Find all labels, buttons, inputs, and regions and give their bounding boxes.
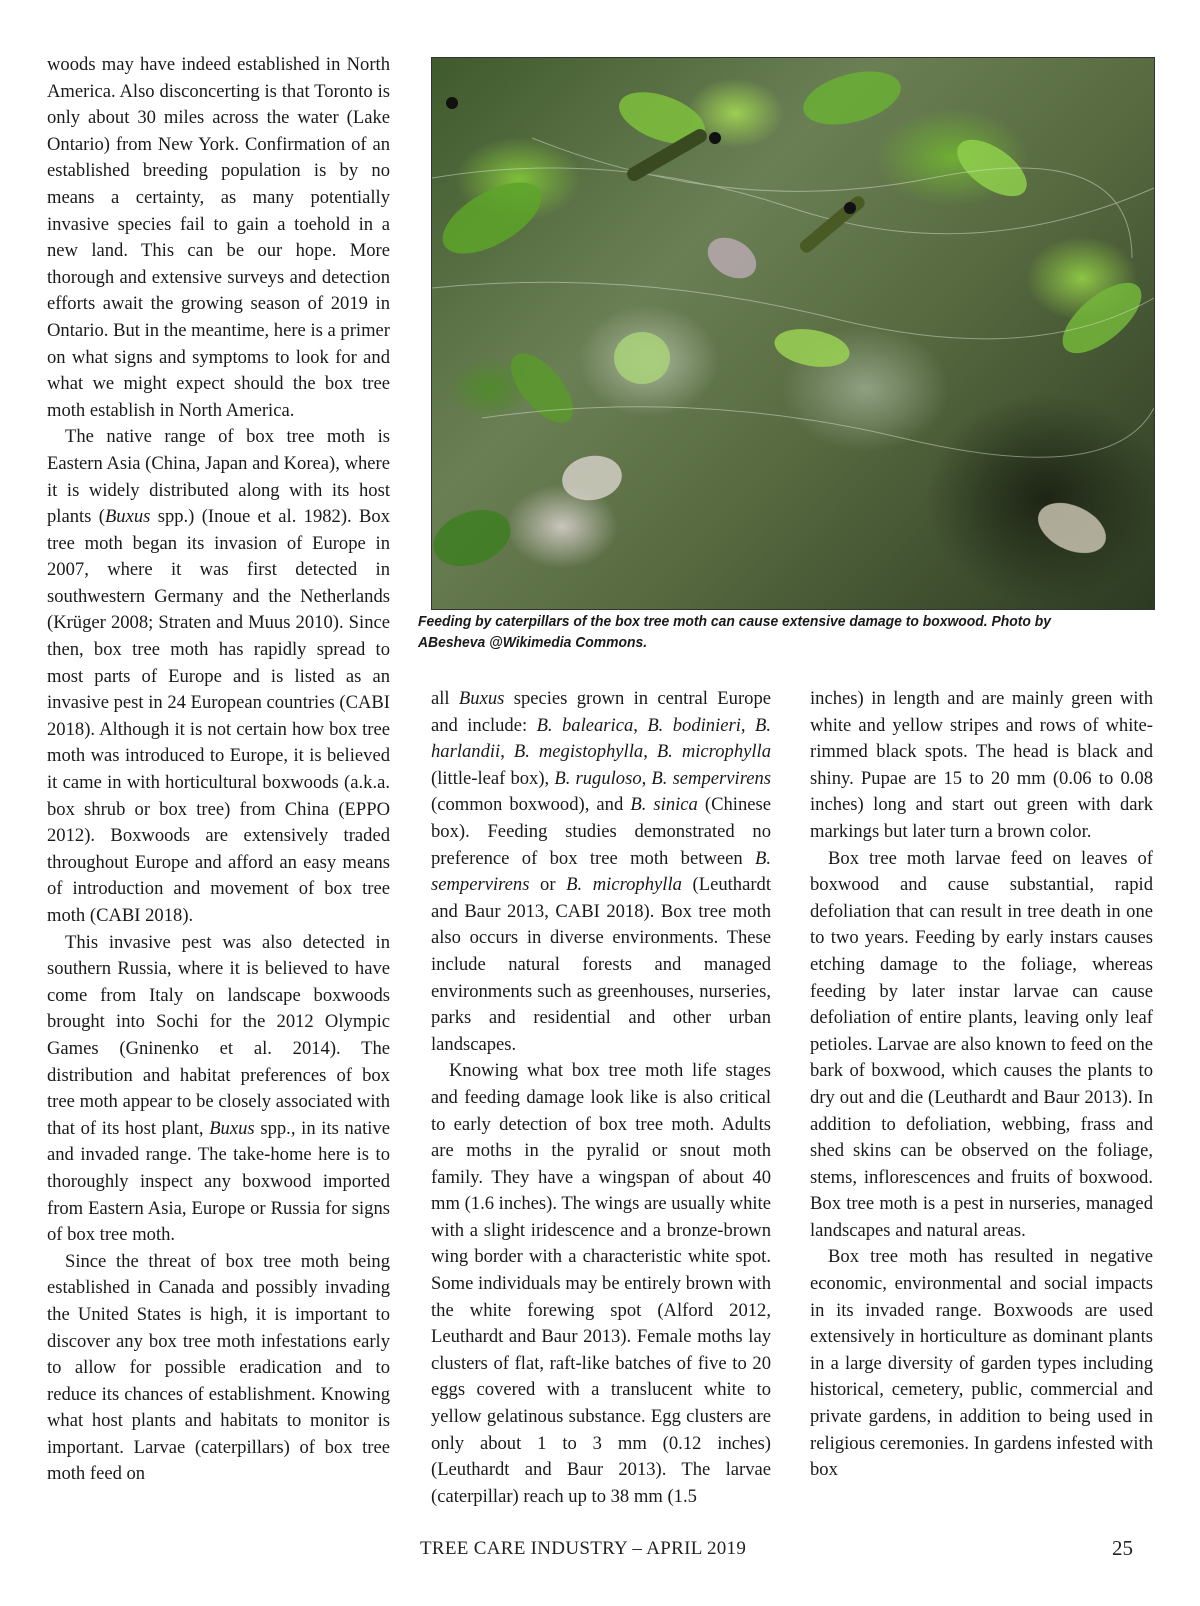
left-column [47, 52, 390, 1488]
left-paragraph-3: This invasive pest was also detected in southern Russia, where it is believed to have come from Italy on landscape boxwoods brought into Sochi for the 2012 Olympic Games (Gninenko et al. 2014). The distribution and habitat preferences of box tree moth appear to be closely associated with that of its host plant, Buxus spp., in its native and invaded range. The take-home here is to thoroughly inspect any boxwood imported from Eastern Asia, Europe or Russia for signs of box tree moth. [47, 931, 390, 1246]
middle-paragraph-1: all Buxus species grown in central Europe and include: B. balearica, B. bodinieri, B. harlandii, B. megistophylla, B. microphylla (little-leaf box), B. ruguloso, B. sempervirens (common boxwood), and B. sinica (Chinese box). Feeding studies demonstrated no preference of box tree moth between B. sempervirens or B. microphylla (Leuthardt and Baur 2013, CABI 2018). Box tree moth also occurs in diverse environments. These include natural forests and managed environments such as greenhouses, nurseries, parks and residential and other urban landscapes. [431, 688, 772, 1055]
photo-caption: Feeding by caterpillars of the box tree moth can cause extensive damage to boxwood. Photo by ABesheva @Wikimedia Commons. [418, 614, 1052, 651]
foliage-illustration [432, 58, 1154, 609]
right-paragraph-2: Box tree moth larvae feed on leaves of boxwood and cause substantial, rapid defoliation that can result in tree death in one to two years. Feeding by early instars causes etching damage to the foliage, whereas feeding by later instar larvae can cause defoliation of entire plants, leaving only leaf petioles. Larvae are also known to feed on the bark of boxwood, which causes the plants to dry out and die (Leuthardt and Baur 2013). In addition to defoliation, webbing, frass and shed skins can be observed on the foliage, stems, inflorescences and fruits of boxwood. Box tree moth is a pest in nurseries, managed landscapes and natural areas. [810, 847, 1153, 1241]
publication-footer: TREE CARE INDUSTRY – APRIL 2019 [420, 1538, 747, 1559]
middle-column [431, 686, 771, 1510]
box-tree-moth-photo [431, 57, 1155, 610]
left-paragraph-1: woods may have indeed established in North America. Also disconcerting is that Toronto is only about 30 miles across the water (Lake Ontario) from New York. Confirmation of an established breeding population is by no means a certainty, as many potentially invasive species fail to gain a toehold in a new land. This can be our hope. More thorough and extensive surveys and detection efforts await the growing season of 2019 in Ontario. But in the meantime, here is a primer on what signs and symptoms to look for and what we might expect should the box tree moth establish in North America. [47, 54, 390, 421]
right-paragraph-3: Box tree moth has resulted in negative economic, environmental and social impacts in its invaded range. Boxwoods are used extensively in horticulture as dominant plants in a large diversity of garden types including historical, cemetery, public, commercial and private gardens, in addition to being used in religious ceremonies. In gardens infested with box [810, 1246, 1153, 1481]
middle-paragraph-2: Knowing what box tree moth life stages and feeding damage look like is also critical to early detection of box tree moth. Adults are moths in the pyralid or snout moth family. They have a wingspan of about 40 mm (1.6 inches). The wings are usually white with a slight iridescence and a bronze-brown wing border with a characteristic white spot. Some individuals may be entirely brown with the white forewing spot (Alford 2012, Leuthardt and Baur 2013). Female moths lay clusters of flat, raft-like batches of five to 20 eggs covered with a translucent white to yellow gelatinous substance. Egg clusters are only about 1 to 3 mm (0.12 inches) (Leuthardt and Baur 2013). The larvae (caterpillar) reach up to 38 mm (1.5 [431, 1060, 771, 1507]
left-paragraph-2: The native range of box tree moth is Eastern Asia (China, Japan and Korea), where it is widely distributed along with its host plants (Buxus spp.) (Inoue et al. 1982). Box tree moth began its invasion of Europe in 2007, where it was first detected in southwestern Germany and the Netherlands (Krüger 2008; Straten and Muus 2010). Since then, box tree moth has rapidly spread to most parts of Europe and is listed as an invasive pest in 24 European countries (CABI 2018). Although it is not certain how box tree moth was introduced to Europe, it is believed it came in with horticultural boxwoods (a.k.a. box shrub or box tree) from China (EPPO 2012). Boxwoods are extensively traded throughout Europe and afford an easy means of introduction and movement of box tree moth (CABI 2018). [47, 426, 390, 926]
right-paragraph-1: inches) in length and are mainly green with white and yellow stripes and rows of white-rimmed black spots. The head is black and shiny. Pupae are 15 to 20 mm (0.06 to 0.08 inches) long and start out green with dark markings but later turn a brown color. [810, 688, 1153, 842]
page-number: 25 [1112, 1536, 1133, 1560]
left-paragraph-4: Since the threat of box tree moth being established in Canada and possibly invading the United States is high, it is important to discover any box tree moth infestations early to allow for possible eradication and to reduce its chances of establishment. Knowing what host plants and habitats to monitor is important. Larvae (caterpillars) of box tree moth feed on [47, 1250, 390, 1485]
right-column [810, 686, 1153, 1484]
